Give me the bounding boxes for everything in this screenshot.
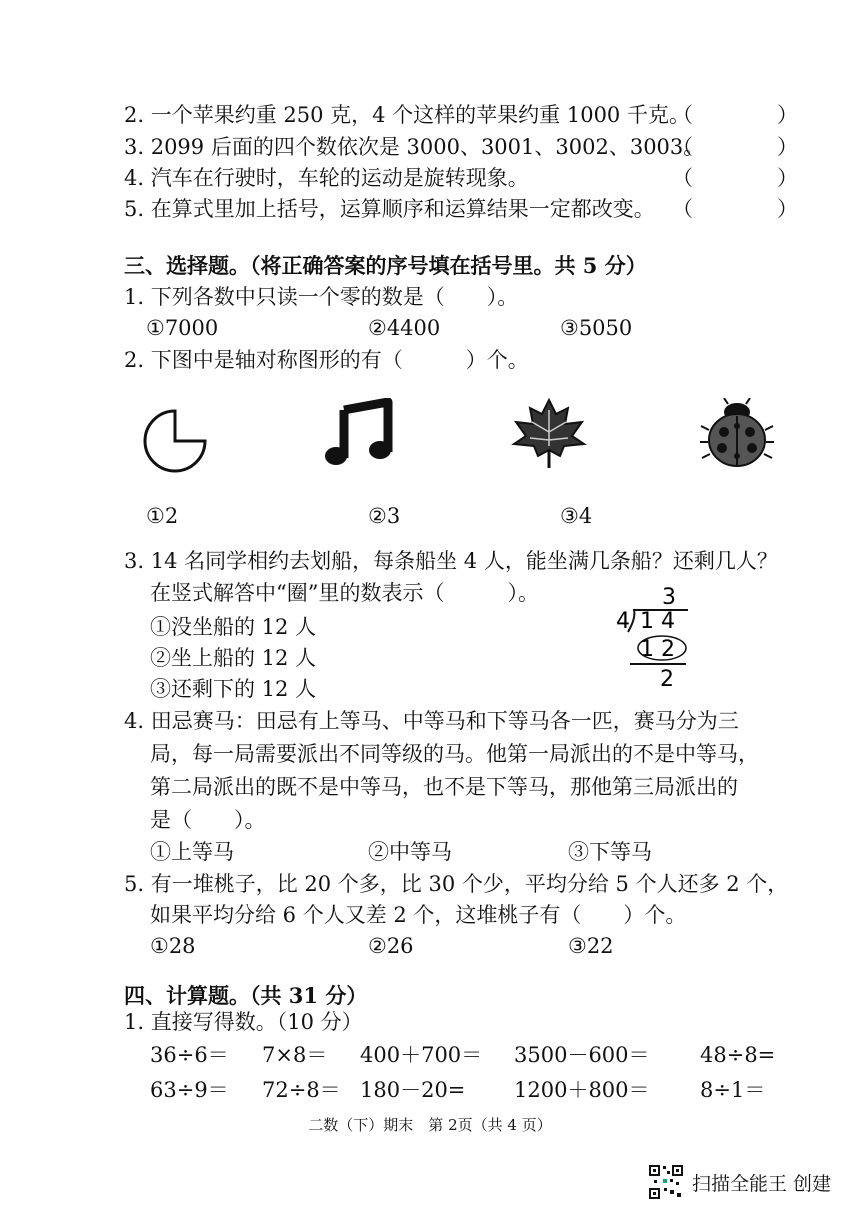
leaf-figure: [510, 396, 588, 470]
option-3[interactable]: ③还剩下的 12 人: [150, 677, 317, 701]
subsection-title: 1. 直接写得数。（10 分）: [124, 1010, 363, 1034]
option-1[interactable]: ①28: [150, 934, 196, 958]
section-title: 四、计算题。（共 31 分）: [124, 983, 368, 1008]
tf-text: 3. 2099 后面的四个数依次是 3000、3001、3002、3003。: [124, 135, 705, 159]
calc-item[interactable]: 3500－600＝: [514, 1043, 650, 1067]
option-2[interactable]: ②3: [368, 504, 401, 528]
option-3[interactable]: ③4: [560, 504, 593, 528]
calc-item[interactable]: 400＋700＝: [360, 1043, 483, 1067]
calc-item[interactable]: 48÷8=: [700, 1043, 776, 1067]
long-division: [612, 582, 692, 692]
option-2[interactable]: ②26: [368, 934, 414, 958]
option-1[interactable]: ①2: [146, 504, 179, 528]
calc-item[interactable]: 1200＋800＝: [514, 1078, 650, 1102]
option-1[interactable]: ①7000: [146, 316, 219, 340]
answer-paren[interactable]: （ ）: [672, 197, 798, 221]
tf-text: 2. 一个苹果约重 250 克，4 个这样的苹果约重 1000 千克。: [124, 103, 690, 127]
calc-item[interactable]: 72÷8＝: [262, 1078, 341, 1102]
quotient: 3: [662, 585, 676, 610]
ladybug-figure: [700, 398, 774, 470]
three-quarter-circle-figure: [142, 405, 208, 475]
watermark: [648, 1164, 831, 1200]
tf-text: 5. 在算式里加上括号，运算顺序和运算结果一定都改变。: [124, 197, 655, 221]
question-3-line-1: 3. 14 名同学相约去划船，每条船坐 4 人，能坐满几条船？还剩几人？: [124, 549, 778, 573]
question-4-line-3: 第二局派出的既不是中等马，也不是下等马，那他第三局派出的: [150, 775, 738, 799]
calc-item[interactable]: 7×8＝: [262, 1043, 328, 1067]
section-title: 三、选择题。（将正确答案的序号填在括号里。共 5 分）: [124, 253, 647, 278]
question-4-line-4: 是（ ）。: [150, 808, 266, 832]
music-note-figure: [322, 398, 396, 470]
calc-item[interactable]: 180－20=: [360, 1078, 466, 1102]
question-4-line-2: 局，每一局需要派出不同等级的马。他第一局派出的不是中等马，: [150, 742, 759, 766]
question-4-line-1: 4. 田忌赛马：田忌有上等马、中等马和下等马各一匹，赛马分为三: [124, 709, 739, 733]
question-5-line-2: 如果平均分给 6 个人又差 2 个，这堆桃子有（ ）个。: [150, 903, 687, 927]
option-2[interactable]: ②坐上船的 12 人: [150, 646, 317, 670]
watermark-text: 扫描全能王 创建: [692, 1172, 832, 1195]
option-3[interactable]: ③5050: [560, 316, 633, 340]
option-3[interactable]: ③下等马: [568, 840, 652, 864]
qr-code-icon: [648, 1164, 684, 1200]
dividend: 1 4: [640, 609, 675, 634]
question-1: 1. 下列各数中只读一个零的数是（ ）。: [124, 285, 519, 309]
option-1[interactable]: ①没坐船的 12 人: [150, 615, 317, 639]
calc-item[interactable]: 8÷1＝: [700, 1078, 766, 1102]
answer-paren[interactable]: （ ）: [672, 166, 798, 190]
calc-item[interactable]: 63÷9＝: [150, 1078, 229, 1102]
option-1[interactable]: ①上等马: [150, 840, 234, 864]
answer-paren[interactable]: （ ）: [672, 103, 798, 127]
question-3-line-2: 在竖式解答中“圈”里的数表示（ ）。: [150, 581, 539, 605]
remainder: 2: [660, 667, 674, 692]
product: 1 2: [640, 637, 675, 662]
divisor: 4: [616, 609, 630, 634]
page-footer: 二数（下）期末 第 2页（共 4 页）: [308, 1116, 552, 1134]
option-2[interactable]: ②4400: [368, 316, 441, 340]
option-3[interactable]: ③22: [568, 934, 614, 958]
tf-text: 4. 汽车在行驶时，车轮的运动是旋转现象。: [124, 166, 529, 190]
question-2: 2. 下图中是轴对称图形的有（ ）个。: [124, 348, 529, 372]
option-2[interactable]: ②中等马: [368, 840, 452, 864]
question-5-line-1: 5. 有一堆桃子，比 20 个多，比 30 个少，平均分给 5 个人还多 2 个，: [124, 872, 789, 896]
answer-paren[interactable]: （ ）: [672, 135, 798, 159]
calc-item[interactable]: 36÷6＝: [150, 1043, 229, 1067]
